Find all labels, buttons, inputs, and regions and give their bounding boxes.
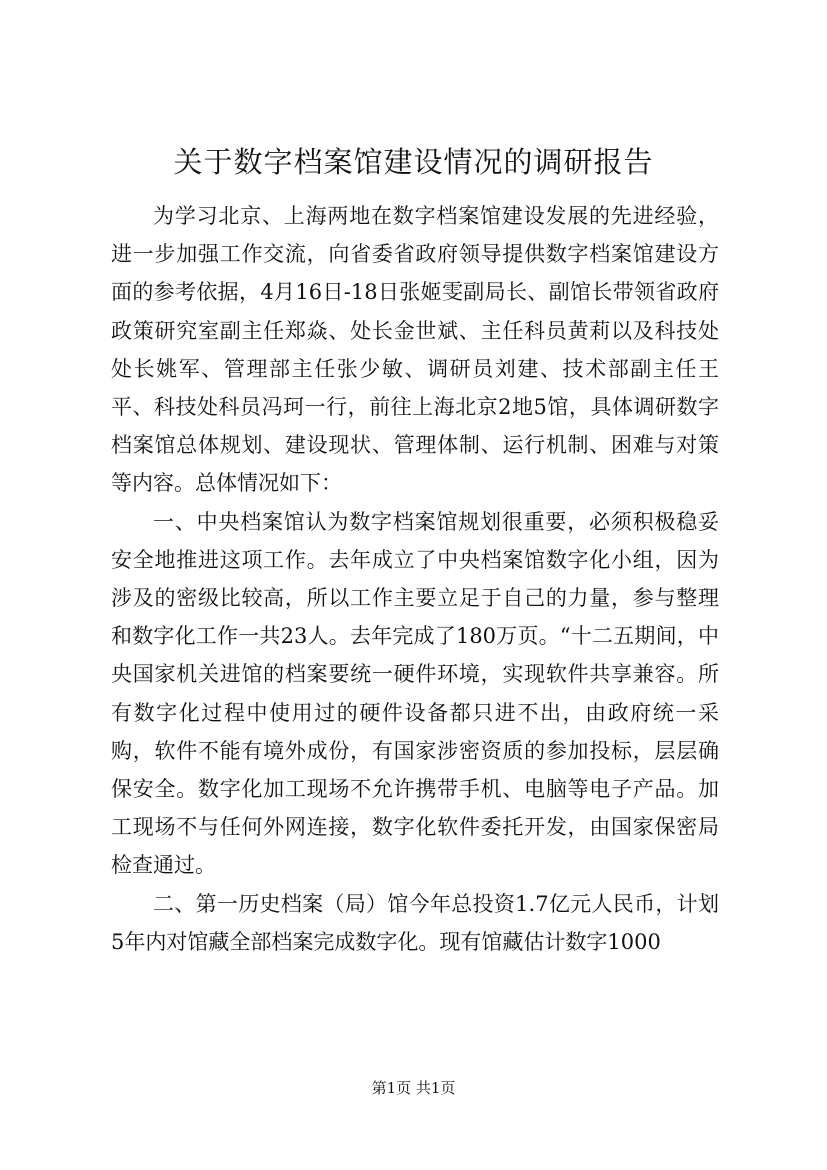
page-footer: 第1页 共1页 [371,1079,456,1097]
paragraph-section-2: 二、第一历史档案（局）馆今年总投资1.7亿元人民币，计划5年内对馆藏全部档案完成数字化。现有馆藏估计数字1000 [111,891,719,954]
document-title: 关于数字档案馆建设情况的调研报告 [173,145,654,179]
document-body [111,197,719,961]
paragraph-intro: 为学习北京、上海两地在数字档案馆建设发展的先进经验，进一步加强工作交流，向省委省政府领导提供数字档案馆建设方面的参考依据，4月16日-18日张姬雯副局长、副馆长带领省政府政策研究室副主任郑焱、处长金世斌、主任科员黄莉以及科技处处长姚军、管理部主任张少敏、调研员刘建、技术部副主任王平、科技处科员冯珂一行，前往上海北京2地5馆，具体调研数字档案馆总体规划、建设现状、管理体制、运行机制、困难与对策等内容。总体情况如下： [111,204,719,496]
paragraph-section-1: 一、中央档案馆认为数字档案馆规划很重要，必须积极稳妥安全地推进这项工作。去年成立了中央档案馆数字化小组，因为涉及的密级比较高，所以工作主要立足于自己的力量，参与整理和数字化工作一共23人。去年完成了180万页。“十二五期间，中央国家机关进馆的档案要统一硬件环境，实现软件共享兼容。所有数字化过程中使用过的硬件设备都只进不出，由政府统一采购，软件不能有境外成份，有国家涉密资质的参加投标，层层确保安全。数字化加工现场不允许携带手机、电脑等电子产品。加工现场不与任何外网连接，数字化软件委托开发，由国家保密局检查通过。 [111,509,719,878]
